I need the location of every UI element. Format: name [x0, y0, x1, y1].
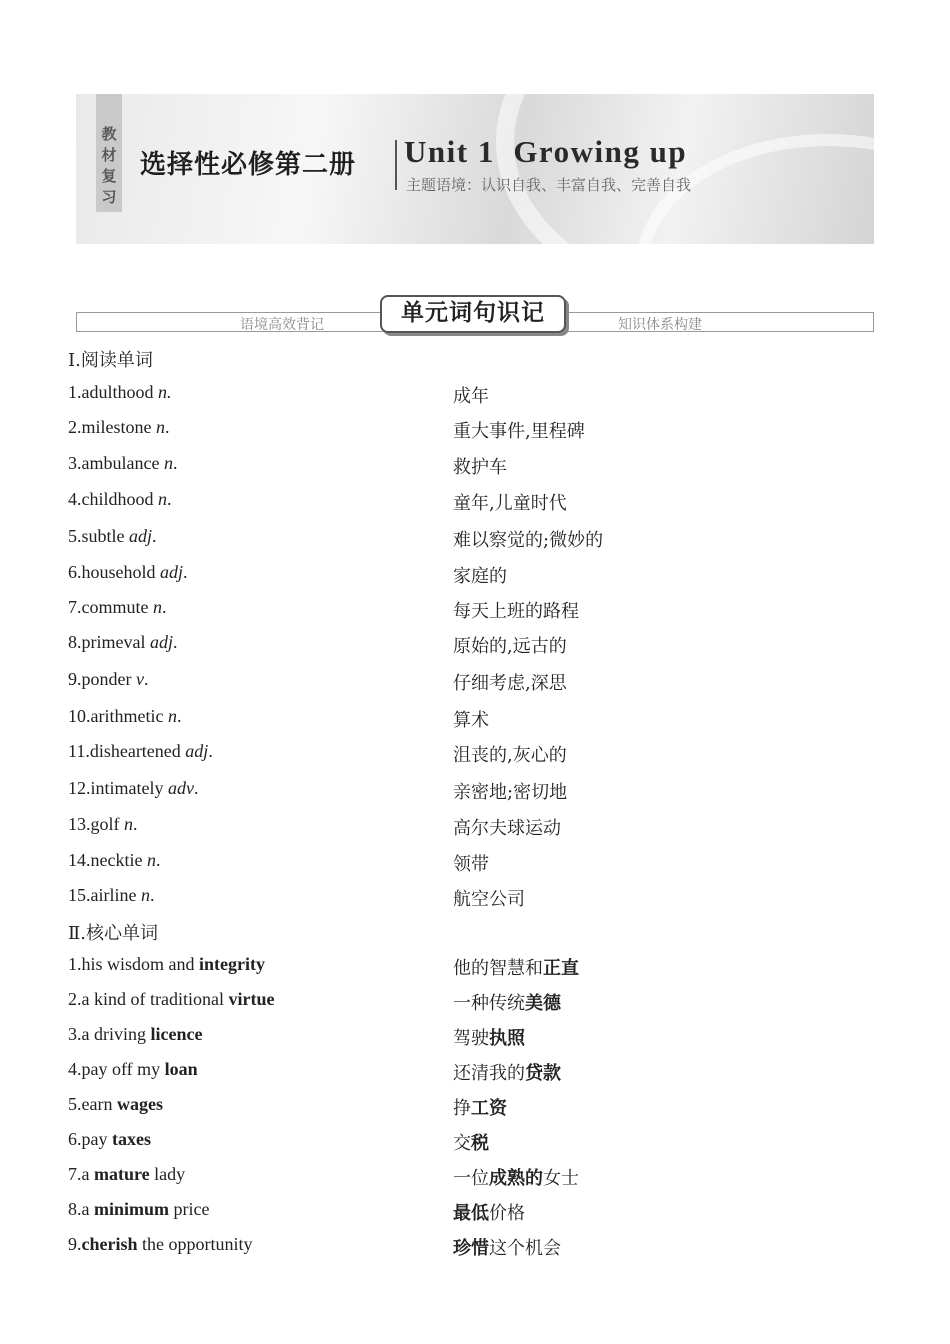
english-word [68, 526, 157, 547]
core-item [0, 1059, 950, 1085]
part-of-speech: n [167, 706, 177, 726]
reading-item [0, 814, 950, 840]
title-divider [395, 140, 397, 190]
phrase-suffix: lady [149, 1164, 186, 1184]
english-phrase [68, 1129, 151, 1150]
key-word: 执照 [489, 1028, 525, 1049]
pos-period: . [161, 597, 167, 617]
chinese-phrase [453, 1129, 489, 1155]
reading-words-heading: Ⅰ.阅读单词 [68, 350, 153, 371]
pos-period: . [193, 778, 199, 798]
chinese-phrase [453, 989, 561, 1015]
key-word: taxes [112, 1129, 151, 1149]
core-item [0, 1024, 950, 1050]
key-word: 工资 [471, 1098, 507, 1119]
key-word: minimum [94, 1199, 170, 1219]
part-of-speech: adj [160, 562, 184, 582]
phrase-suffix: price [169, 1199, 210, 1219]
part-of-speech: adv [167, 778, 194, 798]
textbook-review-tag: 教 材 复 习 [96, 94, 122, 212]
part-of-speech: n [140, 885, 150, 905]
key-word: loan [164, 1059, 198, 1079]
reading-item [0, 885, 950, 911]
section-left-label: 语境高效背记 [240, 317, 324, 333]
english-phrase [68, 1199, 210, 1220]
key-word: 最低 [453, 1203, 489, 1224]
chinese-meaning: 每天上班的路程 [453, 601, 579, 622]
english-word [68, 850, 160, 871]
phrase-prefix: 9. [68, 1234, 82, 1254]
english-word [68, 669, 148, 690]
english-word [68, 453, 177, 474]
chinese-meaning: 难以察觉的;微妙的 [453, 530, 604, 551]
pos-period: . [152, 526, 157, 546]
reading-item [0, 669, 950, 695]
chinese-meaning: 算术 [453, 710, 489, 731]
key-word: mature [94, 1164, 150, 1184]
pos-period: . [173, 632, 178, 652]
word-text: 9.ponder [68, 669, 136, 689]
core-item [0, 1234, 950, 1260]
phrase-prefix: 挣 [453, 1098, 471, 1119]
core-item [0, 1164, 950, 1190]
phrase-prefix: 一种传统 [453, 993, 525, 1014]
chinese-phrase [453, 1199, 525, 1225]
core-item [0, 1199, 950, 1225]
theme-context: 主题语境：认识自我、丰富自我、完善自我 [406, 176, 692, 194]
part-of-speech: n [156, 417, 165, 437]
english-phrase [68, 1059, 198, 1080]
phrase-prefix: 一位 [453, 1168, 489, 1189]
key-word: virtue [228, 989, 275, 1009]
word-text: 12.intimately [68, 778, 168, 798]
english-phrase [68, 954, 265, 975]
english-word [68, 885, 154, 906]
reading-item [0, 382, 950, 408]
chinese-meaning: 航空公司 [453, 889, 525, 910]
phrase-prefix: 2.a kind of traditional [68, 989, 229, 1009]
reading-item [0, 489, 950, 515]
reading-item [0, 597, 950, 623]
phrase-prefix: 3.a driving [68, 1024, 151, 1044]
key-word: wages [116, 1094, 163, 1114]
phrase-prefix: 5.earn [68, 1094, 117, 1114]
part-of-speech: n [163, 453, 173, 473]
english-phrase [68, 1094, 163, 1115]
word-text: 3.ambulance [68, 453, 164, 473]
phrase-prefix: 8.a [68, 1199, 94, 1219]
english-phrase [68, 989, 274, 1010]
phrase-prefix: 6.pay [68, 1129, 112, 1149]
english-word [68, 382, 172, 403]
phrase-prefix: 1.his wisdom and [68, 954, 200, 974]
english-word [68, 814, 138, 835]
part-of-speech: n [124, 814, 133, 834]
key-word: 贷款 [525, 1063, 561, 1084]
english-phrase [68, 1164, 185, 1185]
key-word: integrity [199, 954, 265, 974]
core-words-heading: Ⅱ.核心单词 [68, 923, 158, 944]
pos-period: . [208, 741, 213, 761]
pos-period: . [143, 669, 149, 689]
english-word [68, 778, 198, 799]
key-word: 成熟的 [489, 1168, 543, 1189]
part-of-speech: n [158, 489, 167, 509]
key-word: 正直 [543, 958, 579, 979]
part-of-speech: n. [158, 382, 172, 402]
phrase-prefix: 7.a [68, 1164, 94, 1184]
word-text: 11.disheartened [68, 741, 186, 761]
chinese-meaning: 童年,儿童时代 [453, 493, 567, 514]
english-word [68, 632, 178, 653]
word-text: 1.adulthood [68, 382, 158, 402]
part-of-speech: n [146, 850, 156, 870]
phrase-suffix: 这个机会 [489, 1238, 561, 1259]
chinese-meaning: 高尔夫球运动 [453, 818, 561, 839]
part-of-speech: adj [185, 741, 209, 761]
chinese-meaning: 家庭的 [453, 566, 507, 587]
core-item [0, 1094, 950, 1120]
pos-period: . [133, 814, 138, 834]
english-phrase [68, 1234, 253, 1255]
pos-period: . [172, 453, 178, 473]
chinese-meaning: 救护车 [453, 457, 507, 478]
reading-item [0, 417, 950, 443]
phrase-prefix: 驾驶 [453, 1028, 489, 1049]
part-of-speech: adj [129, 526, 153, 546]
phrase-suffix: 价格 [489, 1203, 525, 1224]
part-of-speech: n [152, 597, 162, 617]
section-title: 单元词句识记 [380, 295, 566, 333]
core-item [0, 1129, 950, 1155]
section-right-label: 知识体系构建 [618, 317, 702, 333]
chinese-phrase [453, 954, 579, 980]
word-text: 2.milestone [68, 417, 156, 437]
pos-period: . [183, 562, 188, 582]
english-word [68, 417, 170, 438]
unit-banner [76, 94, 874, 244]
word-text: 6.household [68, 562, 160, 582]
unit-title: Unit 1 Growing up [404, 134, 688, 169]
key-word: 美德 [525, 993, 561, 1014]
chinese-meaning: 沮丧的,灰心的 [453, 745, 567, 766]
word-text: 10.arithmetic [68, 706, 168, 726]
reading-item [0, 632, 950, 658]
english-word [68, 489, 172, 510]
chinese-phrase [453, 1234, 561, 1260]
reading-item [0, 741, 950, 767]
chinese-meaning: 仔细考虑,深思 [453, 673, 567, 694]
part-of-speech: v [135, 669, 144, 689]
chinese-phrase [453, 1059, 561, 1085]
key-word: 珍惜 [453, 1238, 489, 1259]
reading-item [0, 706, 950, 732]
word-text: 15.airline [68, 885, 141, 905]
word-text: 7.commute [68, 597, 153, 617]
word-text: 14.necktie [68, 850, 147, 870]
chinese-phrase [453, 1164, 579, 1190]
word-text: 4.childhood [68, 489, 158, 509]
chinese-meaning: 成年 [453, 386, 489, 407]
phrase-prefix: 交 [453, 1133, 471, 1154]
word-text: 5.subtle [68, 526, 129, 546]
part-of-speech: adj [149, 632, 173, 652]
core-item [0, 954, 950, 980]
reading-item [0, 562, 950, 588]
pos-period: . [155, 850, 161, 870]
phrase-prefix: 他的智慧和 [453, 958, 543, 979]
english-word [68, 706, 181, 727]
chinese-meaning: 原始的,远古的 [453, 636, 567, 657]
pos-period: . [167, 489, 172, 509]
phrase-prefix: 还清我的 [453, 1063, 525, 1084]
key-word: licence [150, 1024, 203, 1044]
core-item [0, 989, 950, 1015]
phrase-suffix: 女士 [543, 1168, 579, 1189]
phrase-prefix: 4.pay off my [68, 1059, 165, 1079]
english-word [68, 562, 188, 583]
english-word [68, 597, 166, 618]
pos-period: . [176, 706, 182, 726]
book-title: 选择性必修第二册 [140, 150, 357, 180]
chinese-phrase [453, 1094, 507, 1120]
word-text: 13.golf [68, 814, 124, 834]
word-text: 8.primeval [68, 632, 150, 652]
english-phrase [68, 1024, 202, 1045]
pos-period: . [165, 417, 170, 437]
reading-item [0, 778, 950, 804]
key-word: cherish [81, 1234, 138, 1254]
reading-item [0, 453, 950, 479]
reading-item [0, 850, 950, 876]
chinese-phrase [453, 1024, 525, 1050]
reading-item [0, 526, 950, 552]
chinese-meaning: 领带 [453, 854, 489, 875]
pos-period: . [149, 885, 155, 905]
english-word [68, 741, 213, 762]
chinese-meaning: 重大事件,里程碑 [453, 421, 585, 442]
key-word: 税 [471, 1133, 489, 1154]
phrase-suffix: the opportunity [137, 1234, 253, 1254]
chinese-meaning: 亲密地;密切地 [453, 782, 568, 803]
